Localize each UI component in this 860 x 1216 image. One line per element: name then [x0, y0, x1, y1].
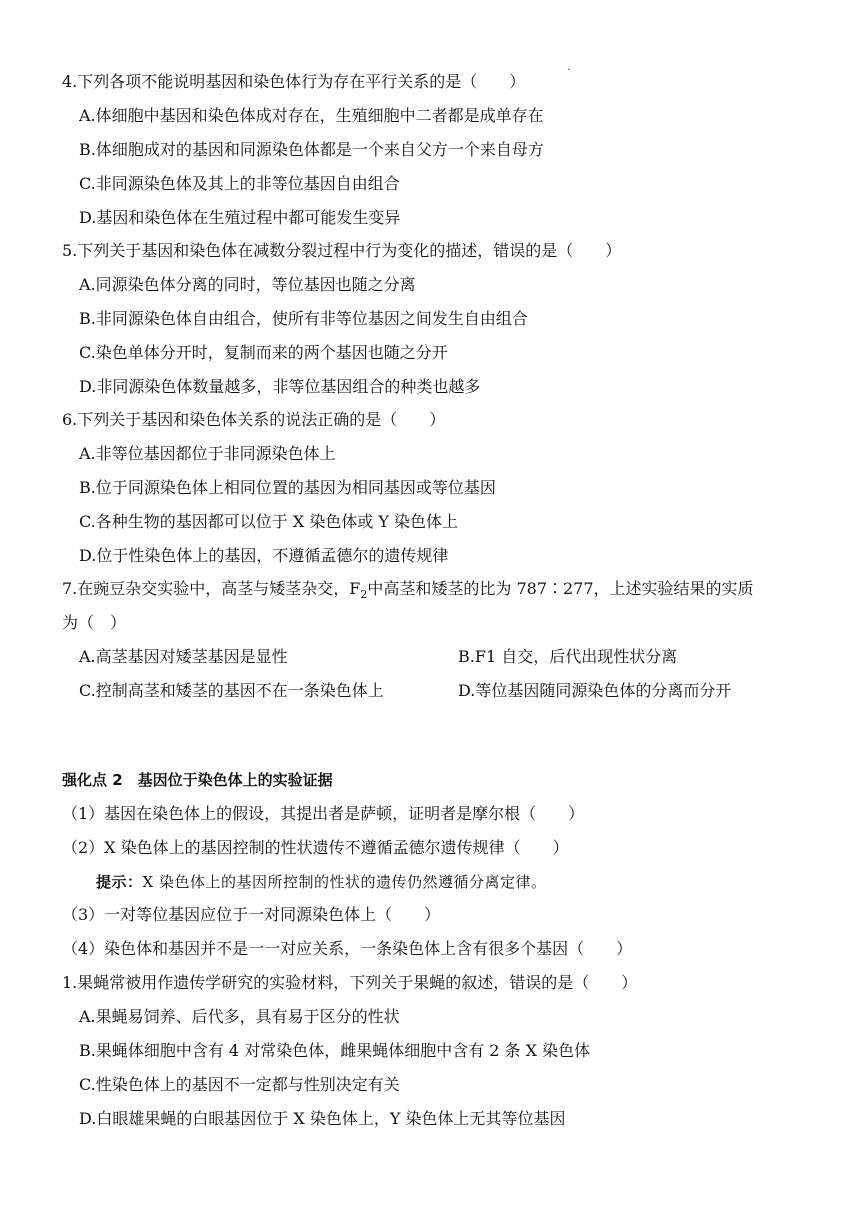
question-7-stem-line2: 为（ ）: [62, 613, 127, 632]
stray-mark: ˙: [566, 67, 572, 81]
hint-label: 提示：: [96, 873, 143, 891]
question-5-option-d: D.非同源染色体数量越多，非等位基因组合的种类也越多: [79, 377, 481, 396]
question-4-option-a: A.体细胞中基因和染色体成对存在，生殖细胞中二者都是成单存在: [79, 106, 544, 125]
question-7-stem: [62, 579, 754, 602]
question-7-option-d: D.等位基因随同源染色体的分离而分开: [458, 681, 732, 700]
question-7-stem-pre: 7.在豌豆杂交实验中，高茎与矮茎杂交，F: [62, 579, 361, 598]
question-1-option-b: B.果蝇体细胞中含有 4 对常染色体，雌果蝇体细胞中含有 2 条 X 染色体: [79, 1041, 591, 1060]
question-6-option-c: C.各种生物的基因都可以位于 X 染色体或 Y 染色体上: [79, 512, 459, 531]
judgment-4: （4）染色体和基因并不是一一对应关系，一条染色体上含有很多个基因（ ）: [62, 939, 633, 958]
judgment-2: （2）X 染色体上的基因控制的性状遗传不遵循孟德尔遗传规律（ ）: [62, 838, 569, 857]
question-6-option-a: A.非等位基因都位于非同源染色体上: [79, 444, 336, 463]
question-7-option-c: C.控制高茎和矮茎的基因不在一条染色体上: [79, 681, 384, 700]
judgment-3: （3）一对等位基因应位于一对同源染色体上（ ）: [62, 905, 441, 924]
question-5-stem: 5.下列关于基因和染色体在减数分裂过程中行为变化的描述，错误的是（ ）: [62, 241, 622, 260]
question-4-option-b: B.体细胞成对的基因和同源染色体都是一个来自父方一个来自母方: [79, 140, 544, 159]
question-5-option-c: C.染色单体分开时，复制而来的两个基因也随之分开: [79, 343, 448, 362]
hint-text: X 染色体上的基因所控制的性状的遗传仍然遵循分离定律。: [142, 873, 547, 891]
question-4-option-c: C.非同源染色体及其上的非等位基因自由组合: [79, 174, 400, 193]
question-1-option-d: D.白眼雄果蝇的白眼基因位于 X 染色体上，Y 染色体上无其等位基因: [79, 1109, 566, 1128]
question-5-option-a: A.同源染色体分离的同时，等位基因也随之分离: [79, 275, 416, 294]
question-1-option-a: A.果蝇易饲养、后代多，具有易于区分的性状: [79, 1007, 400, 1026]
question-4-stem: 4.下列各项不能说明基因和染色体行为存在平行关系的是（ ）: [62, 72, 526, 91]
question-4-option-d: D.基因和染色体在生殖过程中都可能发生变异: [79, 208, 401, 227]
question-7-stem-post: 中高茎和矮茎的比为 787∶277，上述实验结果的实质: [367, 579, 754, 598]
question-1-option-c: C.性染色体上的基因不一定都与性别决定有关: [79, 1075, 400, 1094]
judgment-1: （1）基因在染色体上的假设，其提出者是萨顿，证明者是摩尔根（ ）: [62, 804, 585, 823]
question-6-option-b: B.位于同源染色体上相同位置的基因为相同基因或等位基因: [79, 478, 496, 497]
question-7-stem-subscript: 2: [360, 588, 368, 602]
question-7-option-a: A.高茎基因对矮茎基因是显性: [79, 647, 288, 666]
question-6-stem: 6.下列关于基因和染色体关系的说法正确的是（ ）: [62, 410, 446, 429]
question-1-stem: 1.果蝇常被用作遗传学研究的实验材料，下列关于果蝇的叙述，错误的是（ ）: [62, 973, 638, 992]
section-2-heading: 强化点 2 基因位于染色体上的实验证据: [62, 771, 333, 789]
question-7-option-b: B.F1 自交，后代出现性状分离: [458, 647, 678, 666]
question-6-option-d: D.位于性染色体上的基因，不遵循孟德尔的遗传规律: [79, 546, 449, 565]
question-5-option-b: B.非同源染色体自由组合，使所有非等位基因之间发生自由组合: [79, 309, 528, 328]
judgment-2-hint: [96, 872, 546, 892]
